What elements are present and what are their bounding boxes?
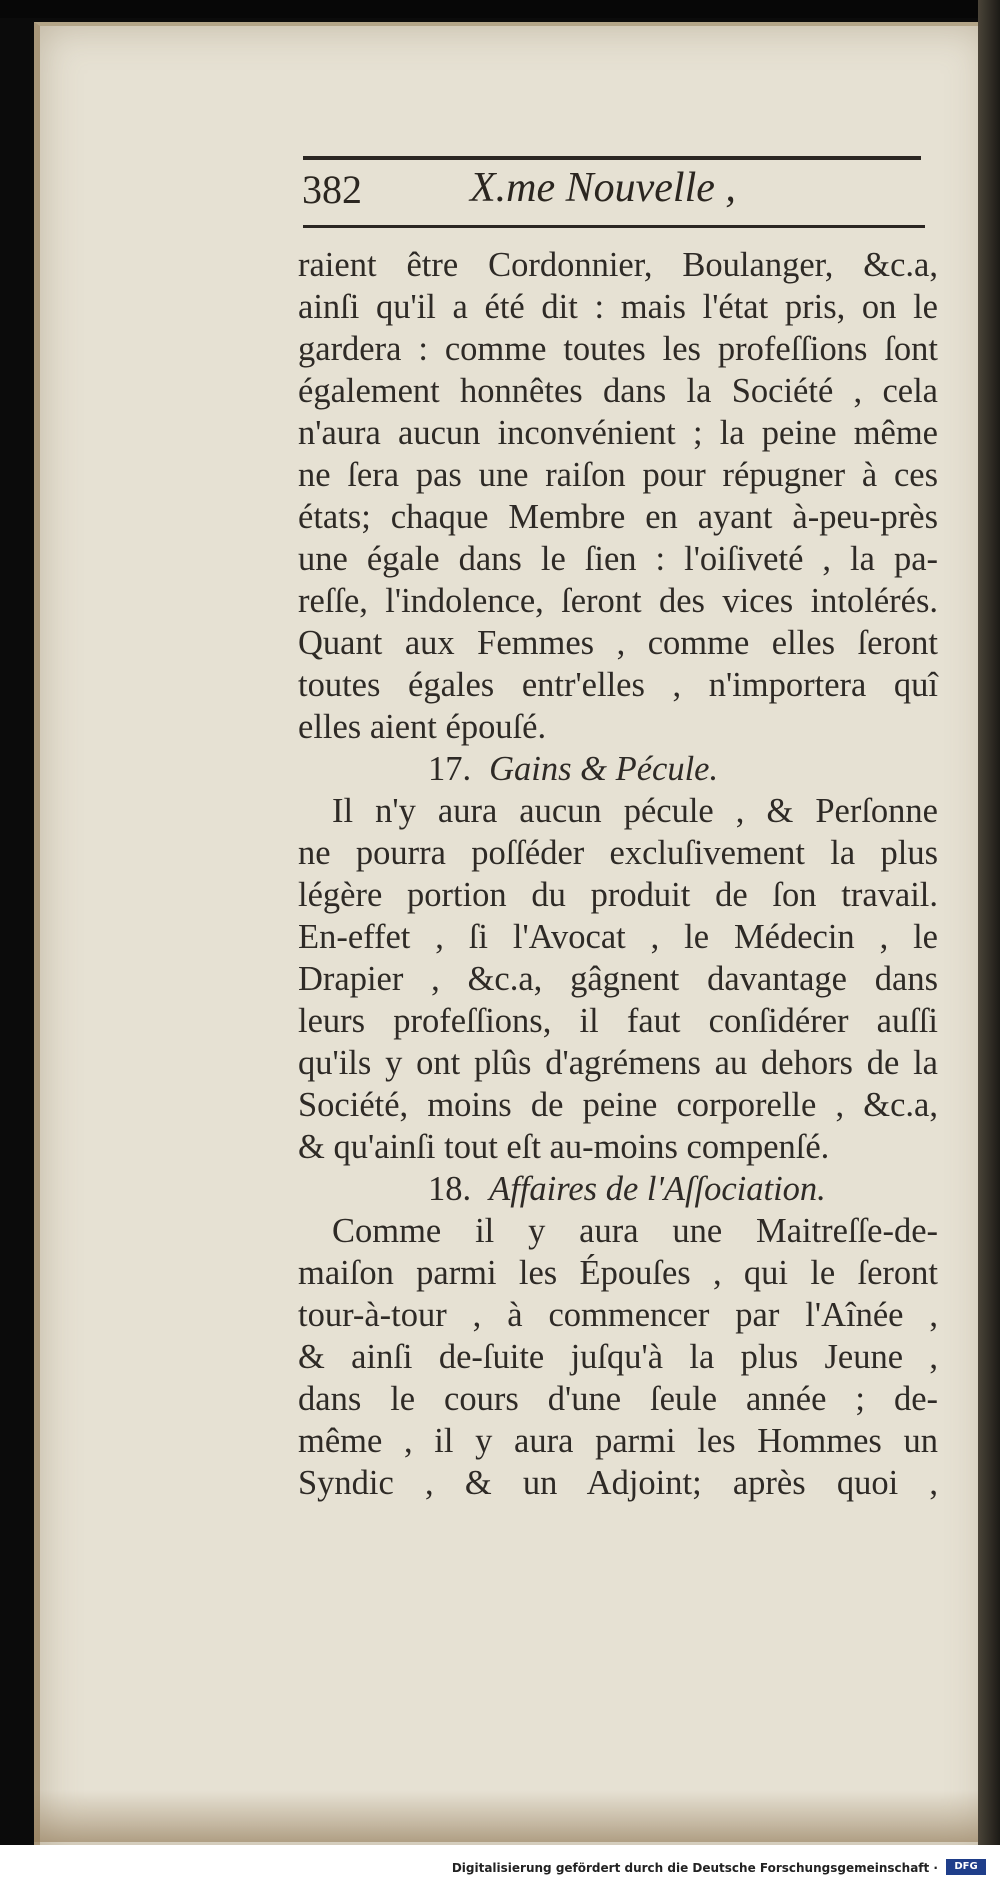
text-line: elles aient épouſé.: [298, 708, 547, 746]
text-line: leurs profeſſions, il faut conſidérer auſſi: [298, 1002, 938, 1040]
text-line: Société, moins de peine corporelle , &c.a,: [298, 1086, 938, 1124]
text-line: tour-à-tour , à commencer par l'Aînée ,: [298, 1296, 938, 1334]
text-line: gardera : comme toutes les profeſſions ſont: [298, 330, 938, 368]
section-title: Gains & Pécule.: [489, 750, 719, 788]
digitization-footer: [0, 1845, 1000, 1895]
text-line: maiſon parmi les Épouſes , qui le ſeront: [298, 1254, 938, 1292]
text-line: raient être Cordonnier, Boulanger, &c.a,: [298, 246, 938, 284]
page-stain: [34, 1790, 982, 1842]
section-title: Affaires de l'Aſſociation.: [489, 1170, 826, 1208]
section-heading-18: [298, 1168, 938, 1210]
text-line: Comme il y aura une Maitreſſe-de-: [332, 1212, 938, 1250]
section-heading-17: [298, 748, 938, 790]
text-line: ne ſera pas une raiſon pour répugner à ces: [298, 456, 938, 494]
header-rule-top: [303, 156, 921, 160]
page-number: 382: [302, 167, 362, 212]
text-line: dans le cours d'une ſeule année ; de-: [298, 1380, 938, 1418]
text-line: & qu'ainſi tout eſt au-moins compenſé.: [298, 1128, 830, 1166]
text-line: ainſi qu'il a été dit : mais l'état pris, on le: [298, 288, 938, 326]
section-number: 18.: [428, 1170, 472, 1208]
book-spine-edge: [978, 0, 1000, 1895]
section-number: 17.: [428, 750, 472, 788]
text-line: Il n'y aura aucun pécule , & Perſonne: [332, 792, 938, 830]
dfg-logo: DFG: [946, 1859, 986, 1875]
scan-top-edge: [0, 0, 1000, 18]
text-line: états; chaque Membre en ayant à-peu-près: [298, 498, 938, 536]
text-line: Syndic , & un Adjoint; après quoi ,: [298, 1464, 938, 1502]
text-line: En-effet , ſi l'Avocat , le Médecin , le: [298, 918, 938, 956]
text-line: ne pourra poſſéder excluſivement la plus: [298, 834, 938, 872]
text-line: & ainſi de-ſuite juſqu'à la plus Jeune ,: [298, 1338, 938, 1376]
running-head: X.me Nouvelle ,: [470, 165, 736, 211]
text-line: même , il y aura parmi les Hommes un: [298, 1422, 938, 1460]
text-line: reſſe, l'indolence, ſeront des vices intolérés.: [298, 582, 938, 620]
funding-credit: Digitalisierung gefördert durch die Deutsche Forschungsgemeinschaft ·: [451, 1861, 938, 1875]
text-line: toutes égales entr'elles , n'importera quî: [298, 666, 938, 704]
text-line: Drapier , &c.a, gâgnent davantage dans: [298, 960, 938, 998]
text-line: qu'ils y ont plûs d'agrémens au dehors de la: [298, 1044, 938, 1082]
header-rule-bottom: [303, 225, 925, 228]
text-line: également honnêtes dans la Société , cela: [298, 372, 938, 410]
text-line: Quant aux Femmes , comme elles ſeront: [298, 624, 938, 662]
text-line: une égale dans le ſien : l'oiſiveté , la pa-: [298, 540, 938, 578]
text-line: légère portion du produit de ſon travail.: [298, 876, 938, 914]
page-header: [300, 164, 920, 224]
page-body: [298, 244, 938, 1504]
text-line: n'aura aucun inconvénient ; la peine même: [298, 414, 938, 452]
